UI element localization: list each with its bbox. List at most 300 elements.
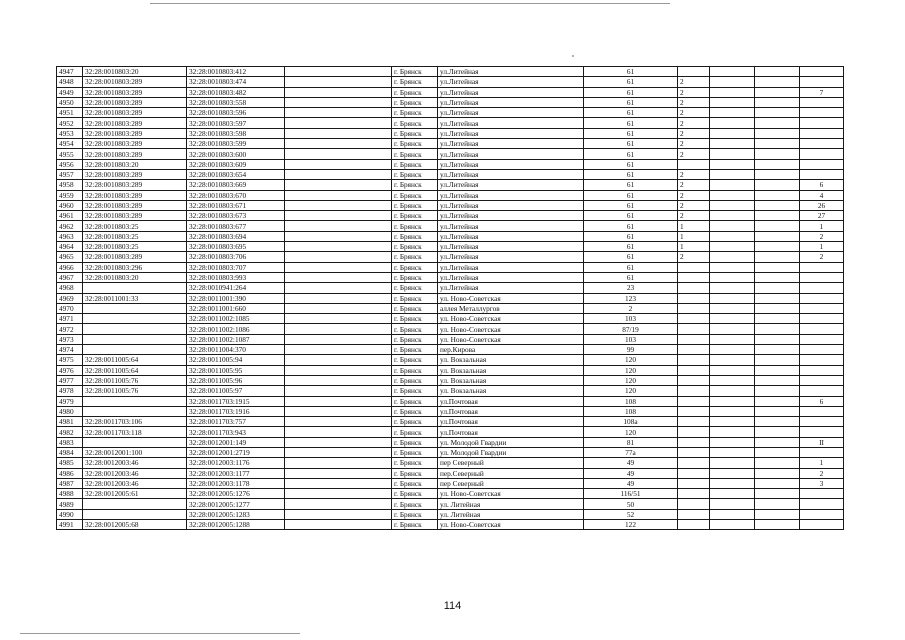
cell-record-number: 4948 <box>57 77 83 87</box>
cell-house-number: 108 <box>584 396 678 406</box>
cell-empty <box>285 180 392 190</box>
cell-empty <box>710 345 755 355</box>
cell-record-number: 4983 <box>57 437 83 447</box>
cell-house-number: 49 <box>584 468 678 478</box>
cell-empty <box>710 355 755 365</box>
cell-empty <box>755 303 800 313</box>
cell-empty <box>285 149 392 159</box>
cell-empty <box>755 139 800 149</box>
cell-quarter-number: 32:28:0011005:64 <box>83 365 187 375</box>
cell-apartment <box>800 427 844 437</box>
cell-apartment <box>800 509 844 519</box>
cell-street: ул.Литейная <box>438 211 584 221</box>
cell-city: г. Брянск <box>392 520 438 530</box>
cell-empty <box>710 427 755 437</box>
cell-empty <box>710 262 755 272</box>
cell-empty <box>285 499 392 509</box>
cell-record-number: 4968 <box>57 283 83 293</box>
cell-empty <box>710 365 755 375</box>
cell-city: г. Брянск <box>392 303 438 313</box>
cell-quarter-number: 32:28:0010803:289 <box>83 128 187 138</box>
table-row <box>57 396 844 406</box>
cell-record-number: 4980 <box>57 406 83 416</box>
cell-empty <box>710 221 755 231</box>
cell-street: пер Северный <box>438 478 584 488</box>
cell-empty <box>285 437 392 447</box>
cell-empty <box>285 458 392 468</box>
scan-artifact-bottom-line <box>20 633 300 634</box>
cell-empty <box>285 221 392 231</box>
cell-empty <box>755 242 800 252</box>
cell-empty <box>755 334 800 344</box>
cell-house-number: 61 <box>584 252 678 262</box>
cell-floor <box>678 334 710 344</box>
cell-house-number: 61 <box>584 169 678 179</box>
cell-city: г. Брянск <box>392 355 438 365</box>
cell-empty <box>285 262 392 272</box>
table-row <box>57 520 844 530</box>
cell-empty <box>755 272 800 282</box>
cell-empty <box>710 67 755 77</box>
cell-street: пер.Северный <box>438 468 584 478</box>
cell-apartment <box>800 128 844 138</box>
cell-city: г. Брянск <box>392 169 438 179</box>
cell-empty <box>755 149 800 159</box>
cell-empty <box>710 118 755 128</box>
cell-city: г. Брянск <box>392 97 438 107</box>
cell-apartment <box>800 447 844 457</box>
cell-street: ул.Литейная <box>438 128 584 138</box>
cell-record-number: 4985 <box>57 458 83 468</box>
cell-empty <box>755 458 800 468</box>
cell-empty <box>285 159 392 169</box>
cell-empty <box>710 375 755 385</box>
cell-cadastral-number: 32:28:0010803:609 <box>187 159 285 169</box>
cell-house-number: 120 <box>584 375 678 385</box>
cell-house-number: 120 <box>584 355 678 365</box>
cell-floor: 2 <box>678 139 710 149</box>
cell-cadastral-number: 32:28:0011001:390 <box>187 293 285 303</box>
cell-quarter-number: 32:28:0010803:289 <box>83 139 187 149</box>
cell-floor: 2 <box>678 169 710 179</box>
cell-floor: 2 <box>678 180 710 190</box>
cell-city: г. Брянск <box>392 447 438 457</box>
cell-record-number: 4954 <box>57 139 83 149</box>
cell-city: г. Брянск <box>392 128 438 138</box>
cell-house-number: 61 <box>584 200 678 210</box>
cell-street: ул.Литейная <box>438 149 584 159</box>
cell-quarter-number: 32:28:0012003:46 <box>83 468 187 478</box>
cell-cadastral-number: 32:28:0011703:757 <box>187 417 285 427</box>
cell-street: ул.Литейная <box>438 97 584 107</box>
cell-street: ул.Литейная <box>438 221 584 231</box>
cell-record-number: 4973 <box>57 334 83 344</box>
cell-quarter-number: 32:28:0012005:68 <box>83 520 187 530</box>
cell-floor <box>678 509 710 519</box>
cell-apartment <box>800 272 844 282</box>
table-row <box>57 67 844 77</box>
cell-street: ул. Вокзальная <box>438 365 584 375</box>
cell-apartment: 2 <box>800 252 844 262</box>
cell-quarter-number <box>83 314 187 324</box>
cell-city: г. Брянск <box>392 458 438 468</box>
cell-empty <box>710 252 755 262</box>
cell-cadastral-number: 32:28:0011703:1915 <box>187 396 285 406</box>
cell-floor <box>678 345 710 355</box>
cell-empty <box>285 345 392 355</box>
cell-empty <box>285 478 392 488</box>
cell-empty <box>755 396 800 406</box>
cell-empty <box>285 427 392 437</box>
cell-city: г. Брянск <box>392 499 438 509</box>
cell-quarter-number <box>83 499 187 509</box>
cell-city: г. Брянск <box>392 159 438 169</box>
cell-house-number: 77а <box>584 447 678 457</box>
cell-apartment <box>800 314 844 324</box>
cell-street: ул.Литейная <box>438 118 584 128</box>
table-row <box>57 272 844 282</box>
cell-empty <box>755 169 800 179</box>
cell-city: г. Брянск <box>392 509 438 519</box>
cell-city: г. Брянск <box>392 406 438 416</box>
cell-quarter-number <box>83 406 187 416</box>
cell-cadastral-number: 32:28:0010803:412 <box>187 67 285 77</box>
cell-city: г. Брянск <box>392 118 438 128</box>
cell-quarter-number: 32:28:0010803:289 <box>83 149 187 159</box>
cell-record-number: 4958 <box>57 180 83 190</box>
table-row <box>57 242 844 252</box>
cell-floor <box>678 386 710 396</box>
cell-apartment <box>800 324 844 334</box>
cell-record-number: 4947 <box>57 67 83 77</box>
cell-record-number: 4979 <box>57 396 83 406</box>
table-row <box>57 283 844 293</box>
cell-record-number: 4972 <box>57 324 83 334</box>
cell-empty <box>755 489 800 499</box>
cell-house-number: 50 <box>584 499 678 509</box>
cell-cadastral-number: 32:28:0011005:96 <box>187 375 285 385</box>
cell-cadastral-number: 32:28:0011004:370 <box>187 345 285 355</box>
cell-record-number: 4982 <box>57 427 83 437</box>
cell-cadastral-number: 32:28:0010803:558 <box>187 97 285 107</box>
cell-quarter-number <box>83 324 187 334</box>
cell-apartment: 2 <box>800 231 844 241</box>
cell-empty <box>285 272 392 282</box>
cell-empty <box>710 231 755 241</box>
cell-apartment <box>800 77 844 87</box>
table-row <box>57 365 844 375</box>
cell-record-number: 4963 <box>57 231 83 241</box>
cell-empty <box>285 468 392 478</box>
cell-city: г. Брянск <box>392 468 438 478</box>
cell-empty <box>755 406 800 416</box>
cell-floor <box>678 437 710 447</box>
table-row <box>57 489 844 499</box>
cell-house-number: 61 <box>584 97 678 107</box>
cell-cadastral-number: 32:28:0012001:2719 <box>187 447 285 457</box>
cell-apartment <box>800 355 844 365</box>
cell-apartment: 27 <box>800 211 844 221</box>
cell-city: г. Брянск <box>392 375 438 385</box>
cell-floor <box>678 478 710 488</box>
table-row <box>57 139 844 149</box>
table-row <box>57 293 844 303</box>
cell-street: ул.Литейная <box>438 262 584 272</box>
table-row <box>57 180 844 190</box>
cell-empty <box>285 324 392 334</box>
cell-empty <box>710 478 755 488</box>
cell-house-number: 122 <box>584 520 678 530</box>
cell-empty <box>710 87 755 97</box>
cell-quarter-number <box>83 396 187 406</box>
table-row <box>57 468 844 478</box>
cell-house-number: 116/51 <box>584 489 678 499</box>
cell-quarter-number: 32:28:0010803:289 <box>83 118 187 128</box>
cell-empty <box>710 128 755 138</box>
cell-city: г. Брянск <box>392 200 438 210</box>
cell-quarter-number <box>83 303 187 313</box>
cell-floor: 1 <box>678 221 710 231</box>
table-row <box>57 169 844 179</box>
cell-apartment <box>800 499 844 509</box>
cell-cadastral-number: 32:28:0011005:94 <box>187 355 285 365</box>
cell-record-number: 4956 <box>57 159 83 169</box>
cell-record-number: 4953 <box>57 128 83 138</box>
table-row <box>57 77 844 87</box>
cell-quarter-number: 32:28:0010803:289 <box>83 108 187 118</box>
table-row <box>57 87 844 97</box>
cell-empty <box>285 303 392 313</box>
cell-apartment <box>800 520 844 530</box>
table-row <box>57 427 844 437</box>
cell-street: ул.Почтовая <box>438 427 584 437</box>
cell-floor: 2 <box>678 87 710 97</box>
table-row <box>57 345 844 355</box>
cell-empty <box>710 303 755 313</box>
cell-city: г. Брянск <box>392 190 438 200</box>
cell-empty <box>755 97 800 107</box>
cell-floor <box>678 303 710 313</box>
cell-city: г. Брянск <box>392 324 438 334</box>
cell-empty <box>285 396 392 406</box>
cell-floor: 2 <box>678 128 710 138</box>
cell-empty <box>285 87 392 97</box>
cell-empty <box>285 334 392 344</box>
cell-empty <box>285 108 392 118</box>
cell-cadastral-number: 32:28:0011005:97 <box>187 386 285 396</box>
cell-quarter-number: 32:28:0010803:25 <box>83 242 187 252</box>
cell-cadastral-number: 32:28:0011002:1085 <box>187 314 285 324</box>
cell-city: г. Брянск <box>392 252 438 262</box>
table-row <box>57 386 844 396</box>
cell-cadastral-number: 32:28:0010803:673 <box>187 211 285 221</box>
cell-house-number: 61 <box>584 87 678 97</box>
cell-street: ул.Литейная <box>438 231 584 241</box>
cell-record-number: 4977 <box>57 375 83 385</box>
cell-record-number: 4984 <box>57 447 83 457</box>
cell-street: ул. Ново-Советская <box>438 324 584 334</box>
cell-empty <box>755 478 800 488</box>
cell-empty <box>285 365 392 375</box>
cell-street: ул.Литейная <box>438 169 584 179</box>
cell-empty <box>710 190 755 200</box>
table-row <box>57 437 844 447</box>
cell-cadastral-number: 32:28:0012005:1276 <box>187 489 285 499</box>
registry-body <box>57 67 844 530</box>
table-row <box>57 262 844 272</box>
table-row <box>57 211 844 221</box>
cell-house-number: 61 <box>584 118 678 128</box>
cell-floor: 2 <box>678 200 710 210</box>
cell-street: аллея Металлургов <box>438 303 584 313</box>
cell-cadastral-number: 32:28:0012003:1176 <box>187 458 285 468</box>
cell-cadastral-number: 32:28:0010803:671 <box>187 200 285 210</box>
cell-quarter-number: 32:28:0010803:289 <box>83 211 187 221</box>
cell-record-number: 4951 <box>57 108 83 118</box>
cell-city: г. Брянск <box>392 221 438 231</box>
cell-empty <box>755 509 800 519</box>
cell-empty <box>285 355 392 365</box>
cell-empty <box>710 159 755 169</box>
table-row <box>57 97 844 107</box>
cell-street: ул.Почтовая <box>438 406 584 416</box>
cell-floor <box>678 468 710 478</box>
cell-city: г. Брянск <box>392 386 438 396</box>
cell-empty <box>285 417 392 427</box>
cell-floor <box>678 272 710 282</box>
cell-apartment: 2 <box>800 468 844 478</box>
cell-cadastral-number: 32:28:0012001:149 <box>187 437 285 447</box>
cell-record-number: 4966 <box>57 262 83 272</box>
cell-empty <box>285 190 392 200</box>
cell-house-number: 61 <box>584 159 678 169</box>
cell-empty <box>285 200 392 210</box>
cell-floor: 2 <box>678 252 710 262</box>
cell-record-number: 4969 <box>57 293 83 303</box>
cell-record-number: 4978 <box>57 386 83 396</box>
cell-empty <box>755 67 800 77</box>
table-row <box>57 118 844 128</box>
cell-floor: 2 <box>678 97 710 107</box>
cell-cadastral-number: 32:28:0012005:1288 <box>187 520 285 530</box>
table-row <box>57 324 844 334</box>
cell-empty <box>710 180 755 190</box>
cell-floor <box>678 355 710 365</box>
cell-house-number: 49 <box>584 478 678 488</box>
cell-quarter-number <box>83 437 187 447</box>
cell-street: ул. Молодой Гвардии <box>438 437 584 447</box>
cell-empty <box>710 334 755 344</box>
cell-cadastral-number: 32:28:0010803:596 <box>187 108 285 118</box>
cell-house-number: 108 <box>584 406 678 416</box>
table-row <box>57 200 844 210</box>
cell-quarter-number: 32:28:0010803:289 <box>83 97 187 107</box>
cell-house-number: 61 <box>584 108 678 118</box>
cell-quarter-number: 32:28:0010803:25 <box>83 231 187 241</box>
cell-house-number: 120 <box>584 386 678 396</box>
cell-cadastral-number: 32:28:0010803:599 <box>187 139 285 149</box>
cell-apartment <box>800 283 844 293</box>
cell-empty <box>755 345 800 355</box>
cell-record-number: 4981 <box>57 417 83 427</box>
cell-house-number: 61 <box>584 221 678 231</box>
cell-cadastral-number: 32:28:0012005:1283 <box>187 509 285 519</box>
cell-apartment: 6 <box>800 180 844 190</box>
cell-empty <box>710 447 755 457</box>
cell-street: ул.Литейная <box>438 283 584 293</box>
cell-floor: 1 <box>678 242 710 252</box>
cell-empty <box>285 77 392 87</box>
cell-empty <box>755 87 800 97</box>
cell-house-number: 2 <box>584 303 678 313</box>
cell-apartment: 7 <box>800 87 844 97</box>
cell-apartment: 1 <box>800 458 844 468</box>
cell-house-number: 99 <box>584 345 678 355</box>
cell-apartment <box>800 375 844 385</box>
cell-house-number: 61 <box>584 77 678 87</box>
table-row <box>57 159 844 169</box>
cell-house-number: 103 <box>584 334 678 344</box>
page-number: 114 <box>443 600 462 612</box>
cell-house-number: 61 <box>584 190 678 200</box>
cell-apartment <box>800 386 844 396</box>
cell-empty <box>710 77 755 87</box>
cell-empty <box>710 293 755 303</box>
cell-street: ул.Литейная <box>438 252 584 262</box>
cell-empty <box>755 283 800 293</box>
cell-empty <box>710 499 755 509</box>
cell-city: г. Брянск <box>392 77 438 87</box>
cell-quarter-number <box>83 509 187 519</box>
cell-quarter-number: 32:28:0010803:296 <box>83 262 187 272</box>
cell-street: ул.Литейная <box>438 190 584 200</box>
table-row <box>57 499 844 509</box>
cell-apartment <box>800 365 844 375</box>
cell-cadastral-number: 32:28:0010803:670 <box>187 190 285 200</box>
cell-record-number: 4950 <box>57 97 83 107</box>
cell-floor <box>678 262 710 272</box>
cell-empty <box>710 314 755 324</box>
cell-empty <box>710 468 755 478</box>
cell-house-number: 123 <box>584 293 678 303</box>
cell-record-number: 4987 <box>57 478 83 488</box>
cell-record-number: 4957 <box>57 169 83 179</box>
cell-empty <box>710 386 755 396</box>
cell-empty <box>710 324 755 334</box>
table-row <box>57 221 844 231</box>
cell-city: г. Брянск <box>392 108 438 118</box>
cell-house-number: 61 <box>584 139 678 149</box>
cell-quarter-number: 32:28:0010803:20 <box>83 272 187 282</box>
cell-house-number: 49 <box>584 458 678 468</box>
cell-street: ул.Литейная <box>438 272 584 282</box>
cell-empty <box>285 128 392 138</box>
cell-empty <box>710 520 755 530</box>
cell-empty <box>755 375 800 385</box>
cell-empty <box>710 489 755 499</box>
cell-empty <box>285 375 392 385</box>
cell-city: г. Брянск <box>392 427 438 437</box>
cell-street: ул.Литейная <box>438 87 584 97</box>
cell-quarter-number <box>83 345 187 355</box>
cell-floor <box>678 324 710 334</box>
cell-quarter-number: 32:28:0010803:20 <box>83 159 187 169</box>
cell-cadastral-number: 32:28:0010803:597 <box>187 118 285 128</box>
cell-cadastral-number: 32:28:0011005:95 <box>187 365 285 375</box>
cell-empty <box>755 468 800 478</box>
cell-apartment: 26 <box>800 200 844 210</box>
cell-record-number: 4961 <box>57 211 83 221</box>
